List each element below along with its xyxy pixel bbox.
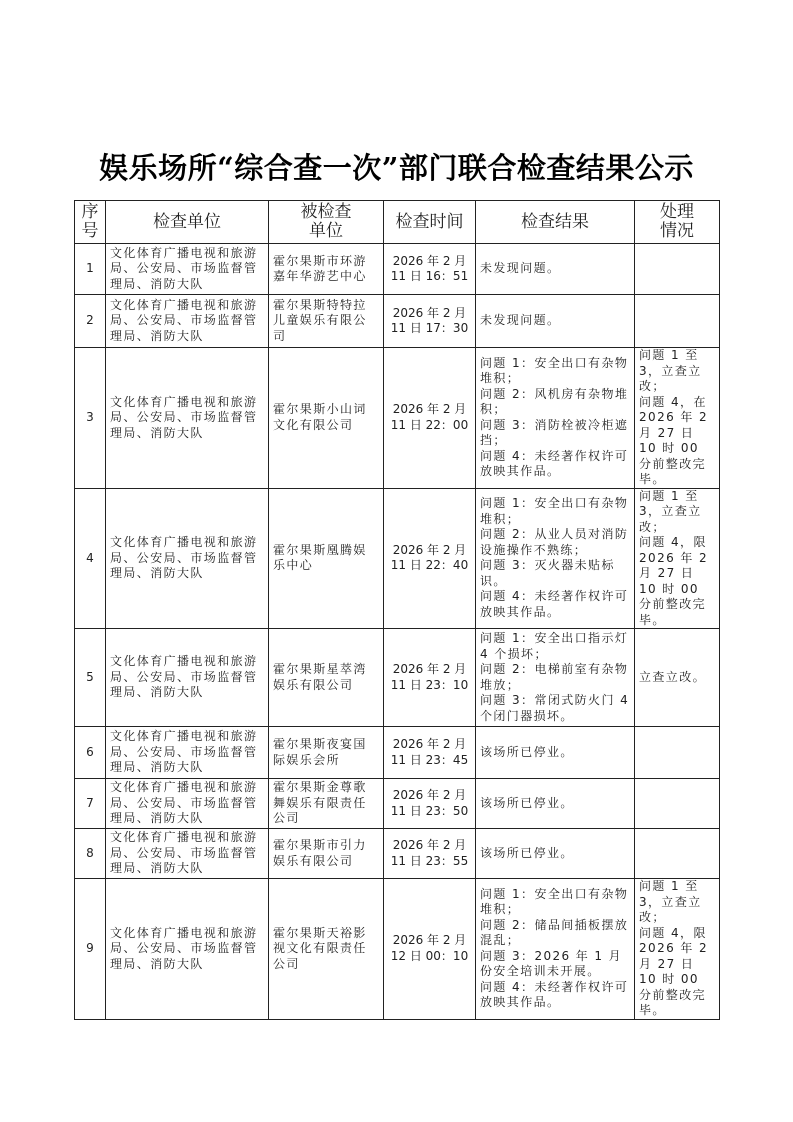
header-handling xyxy=(635,201,720,244)
serial-number-cell: 6 xyxy=(75,727,106,779)
header-inspected-line-1: 被检查 xyxy=(300,202,352,222)
inspection-result-item: 该场所已停业。 xyxy=(480,845,574,860)
inspection-unit-cell: 文化体育广播电视和旅游局、公安局、市场监督管理局、消防大队 xyxy=(106,727,269,779)
inspection-time-line: 12 日 00：10 xyxy=(390,948,469,963)
inspection-unit-cell: 文化体育广播电视和旅游局、公安局、市场监督管理局、消防大队 xyxy=(106,244,269,295)
inspected-unit-cell: 霍尔果斯市环游嘉年华游艺中心 xyxy=(269,244,384,295)
inspection-result-item: 问题 3：消防栓被冷柜遮挡； xyxy=(480,417,629,448)
inspection-result-cell xyxy=(476,488,635,629)
inspection-time-line: 2026 年 2 月 xyxy=(392,305,467,320)
header-serial-number xyxy=(75,201,106,244)
table-row xyxy=(75,829,720,879)
serial-number-cell: 1 xyxy=(75,244,106,295)
handling-cell xyxy=(635,879,720,1020)
serial-number-cell: 5 xyxy=(75,629,106,727)
inspection-result-item: 该场所已停业。 xyxy=(480,744,574,759)
serial-number-cell: 9 xyxy=(75,879,106,1020)
inspection-result-item: 问题 2：风机房有杂物堆积； xyxy=(480,386,629,417)
inspection-result-cell xyxy=(476,348,635,489)
inspection-time-line: 11 日 16：51 xyxy=(390,269,469,283)
inspection-result-item: 该场所已停业。 xyxy=(480,795,574,810)
inspection-unit-cell: 文化体育广播电视和旅游局、公安局、市场监督管理局、消防大队 xyxy=(106,779,269,829)
header-handling-line-2: 情况 xyxy=(660,221,694,241)
inspection-result-cell xyxy=(476,629,635,727)
inspection-time-cell xyxy=(384,879,476,1020)
inspected-unit-cell: 霍尔果斯金尊歌舞娱乐有限责任公司 xyxy=(269,779,384,829)
inspection-result-item: 问题 1：安全出口有杂物堆积； xyxy=(480,886,629,917)
inspection-result-item: 问题 3：灭火器未贴标识。 xyxy=(480,558,615,588)
inspection-unit-cell: 文化体育广播电视和旅游局、公安局、市场监督管理局、消防大队 xyxy=(106,488,269,629)
inspection-result-item: 问题 4：未经著作权许可放映其作品。 xyxy=(480,448,629,479)
inspected-unit-cell: 霍尔果斯小山词文化有限公司 xyxy=(269,348,384,489)
header-handling-line-1: 处理 xyxy=(660,202,694,222)
inspection-time-cell xyxy=(384,295,476,348)
header-inspection-time: 检查时间 xyxy=(384,201,476,244)
inspection-result-item: 问题 4：未经著作权许可放映其作品。 xyxy=(480,979,629,1010)
inspected-unit-cell: 霍尔果斯特特拉儿童娱乐有限公司 xyxy=(269,295,384,348)
table-row xyxy=(75,488,720,629)
inspection-unit-cell: 文化体育广播电视和旅游局、公安局、市场监督管理局、消防大队 xyxy=(106,348,269,489)
inspection-time-line: 11 日 22：00 xyxy=(390,417,469,432)
header-inspection-result: 检查结果 xyxy=(476,201,635,244)
inspection-time-line: 2026 年 2 月 xyxy=(392,933,467,948)
inspection-time-line: 2026 年 2 月 xyxy=(392,253,467,268)
inspection-result-item: 问题 2：储品间插板摆放混乱； xyxy=(480,917,629,948)
serial-number-cell: 7 xyxy=(75,779,106,829)
inspection-result-item: 问题 4：未经著作权许可放映其作品。 xyxy=(480,589,629,619)
handling-cell xyxy=(635,488,720,629)
inspection-unit-cell: 文化体育广播电视和旅游局、公安局、市场监督管理局、消防大队 xyxy=(106,295,269,348)
inspection-result-cell xyxy=(476,244,635,295)
header-serial-line-1: 序 xyxy=(81,202,99,222)
inspection-time-line: 11 日 23：55 xyxy=(390,853,469,868)
inspection-time-line: 11 日 23：50 xyxy=(390,803,469,818)
inspection-unit-cell: 文化体育广播电视和旅游局、公安局、市场监督管理局、消防大队 xyxy=(106,879,269,1020)
handling-cell xyxy=(635,829,720,879)
handling-item: 问题 4，限 2026 年 2 月 27 日 10 时 00 分前整改完毕。 xyxy=(639,925,709,1017)
table-row xyxy=(75,348,720,489)
inspection-time-cell xyxy=(384,779,476,829)
handling-item: 问题 4，限 2026 年 2 月 27 日 10 时 00 分前整改完毕。 xyxy=(639,535,709,627)
handling-cell xyxy=(635,629,720,727)
inspection-result-item: 问题 1：安全出口指示灯 4 个损坏； xyxy=(480,631,629,661)
inspection-time-cell xyxy=(384,488,476,629)
table-row xyxy=(75,879,720,1020)
table-header-row xyxy=(75,201,720,244)
inspection-unit-cell: 文化体育广播电视和旅游局、公安局、市场监督管理局、消防大队 xyxy=(106,829,269,879)
inspection-result-item: 问题 2：从业人员对消防设施操作不熟练； xyxy=(480,527,629,557)
inspected-unit-cell: 霍尔果斯凰腾娱乐中心 xyxy=(269,488,384,629)
inspection-time-cell xyxy=(384,829,476,879)
handling-cell xyxy=(635,295,720,348)
inspection-result-item: 问题 1：安全出口有杂物堆积； xyxy=(480,496,629,526)
serial-number-cell: 2 xyxy=(75,295,106,348)
inspection-result-item: 问题 3：常闭式防火门 4 个闭门器损坏。 xyxy=(480,693,630,723)
page-title: 娱乐场所“综合查一次”部门联合检查结果公示 xyxy=(99,151,694,185)
table-row xyxy=(75,244,720,295)
inspection-time-cell xyxy=(384,629,476,727)
inspection-time-line: 2026 年 2 月 xyxy=(392,788,467,802)
inspection-time-line: 2026 年 2 月 xyxy=(392,662,467,676)
inspection-time-line: 2026 年 2 月 xyxy=(392,542,467,557)
header-serial-line-2: 号 xyxy=(81,221,99,241)
inspection-unit-cell: 文化体育广播电视和旅游局、公安局、市场监督管理局、消防大队 xyxy=(106,629,269,727)
handling-cell xyxy=(635,348,720,489)
handling-cell xyxy=(635,727,720,779)
inspection-time-line: 11 日 22：40 xyxy=(390,558,469,573)
table-row xyxy=(75,629,720,727)
inspection-time-cell xyxy=(384,727,476,779)
handling-item: 问题 1 至 3，立查立改； xyxy=(639,348,702,393)
inspection-result-cell xyxy=(476,829,635,879)
inspection-result-item: 未发现问题。 xyxy=(480,261,561,276)
inspection-time-line: 11 日 23：45 xyxy=(390,752,469,767)
header-inspected-line-2: 单位 xyxy=(309,221,343,241)
header-inspection-unit: 检查单位 xyxy=(106,201,269,244)
inspection-result-cell xyxy=(476,295,635,348)
handling-item: 问题 4，在 2026 年 2 月 27 日 10 时 00 分前整改完毕。 xyxy=(639,394,709,486)
inspection-results-table xyxy=(74,200,720,1020)
table-row xyxy=(75,779,720,829)
inspection-result-cell xyxy=(476,879,635,1020)
serial-number-cell: 3 xyxy=(75,348,106,489)
handling-cell xyxy=(635,779,720,829)
inspected-unit-cell: 霍尔果斯市引力娱乐有限公司 xyxy=(269,829,384,879)
inspected-unit-cell: 霍尔果斯星萃湾娱乐有限公司 xyxy=(269,629,384,727)
inspection-time-line: 2026 年 2 月 xyxy=(392,838,467,852)
serial-number-cell: 4 xyxy=(75,488,106,629)
inspection-time-cell xyxy=(384,244,476,295)
inspection-result-cell xyxy=(476,727,635,779)
handling-item: 问题 1 至 3，立查立改； xyxy=(639,879,702,924)
table-row xyxy=(75,295,720,348)
inspection-result-item: 问题 3：2026 年 1 月份安全培训未开展。 xyxy=(480,948,623,979)
inspection-result-cell xyxy=(476,779,635,829)
inspection-time-line: 2026 年 2 月 xyxy=(392,402,467,417)
table-row xyxy=(75,727,720,779)
inspection-result-item: 问题 2：电梯前室有杂物堆放； xyxy=(480,662,629,692)
inspection-time-line: 11 日 23：10 xyxy=(390,677,469,692)
handling-cell xyxy=(635,244,720,295)
inspection-time-cell xyxy=(384,348,476,489)
header-inspected-unit xyxy=(269,201,384,244)
inspected-unit-cell: 霍尔果斯天裕影视文化有限责任公司 xyxy=(269,879,384,1020)
inspection-result-item: 问题 1：安全出口有杂物堆积； xyxy=(480,355,629,386)
handling-item: 问题 1 至 3，立查立改； xyxy=(639,488,702,534)
serial-number-cell: 8 xyxy=(75,829,106,879)
inspection-time-line: 11 日 17：30 xyxy=(390,321,469,335)
inspected-unit-cell: 霍尔果斯夜宴国际娱乐会所 xyxy=(269,727,384,779)
inspection-result-item: 未发现问题。 xyxy=(480,313,561,328)
inspection-time-line: 2026 年 2 月 xyxy=(392,737,467,751)
handling-item: 立查立改。 xyxy=(639,669,707,684)
